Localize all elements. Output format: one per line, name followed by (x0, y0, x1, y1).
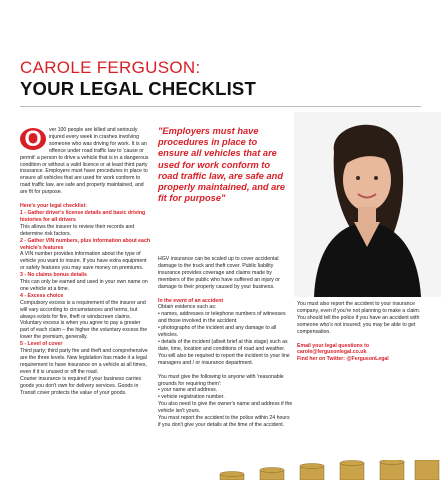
article-kicker: CAROLE FERGUSON: (20, 58, 201, 77)
accident-heading: In the event of an accident (158, 297, 224, 304)
contact-twitter: Find her on Twitter: @FergusonLegal (297, 356, 389, 363)
checklist-text-2: A VIN number provides information about the type of vehicle you want to insure. If you have extra equipment or safety features you may save money on premiums. (20, 251, 147, 272)
col3-paragraph-1: You must also report the accident to your insurance company, even if you're not planning to make a claim. (297, 301, 421, 314)
col2-bullet-4: • your name and address. (158, 387, 218, 394)
col2-paragraph-5: You also need to give the owner's name and address if the vehicle isn't yours. (158, 401, 293, 415)
contact-email: Email your legal questions to carole@fergusonlegal.co.uk (297, 342, 370, 356)
top-margin (0, 0, 441, 22)
col2-paragraph-6: You must report the accident to the police within 24 hours if you don't give your details at the time of the accident. (158, 415, 290, 428)
col3-paragraph-2: You should tell the police if you have an accident with someone who's not insured; you may be able to get compensation. (297, 314, 420, 335)
pull-quote: "Employers must have procedures in place to ensure all vehicles that are used for work conform to road traffic law, are safe and properly maintained, and are fit for purpose" (158, 126, 286, 204)
col2-bullet-3: • details of the incident (albeit brief at this stage) such as date, time, location and conditions of road and weather. (158, 338, 288, 352)
column-3 (297, 301, 425, 363)
column-2 (158, 256, 293, 429)
checklist-text-3: This can only be earned and used in your own name on one vehicle at a time. (20, 279, 148, 292)
col2-bullet-2: • photographs of the incident and any damage to all vehicles. (158, 325, 277, 339)
column-1 (20, 127, 150, 396)
article-title: YOUR LEGAL CHECKLIST (20, 78, 256, 99)
coin-stacks-image (200, 460, 441, 480)
checklist-heading-5: 5 - Level of cover (20, 341, 63, 348)
checklist-heading-1: 1 - Gather driver's license details and basic driving histories for all drivers (20, 209, 146, 223)
checklist-text-1: This allows the insurer to review their records and determine risk factors. (20, 223, 135, 237)
col2-bullet-1: • names, addresses or telephone numbers of witnesses and those involved in the accident. (158, 311, 286, 325)
intro-rest: It is an offence under road traffic law to 'cause or permit' a person to drive a vehicle that is in a dangerous condition or without a valid licence or at least third party insurance. Employers must have procedures in place to ensure all vehicles that are used for work conform to road traffic law, are safe and properly maintained, and are fit for purpose. (20, 140, 149, 196)
dropcap: O (20, 128, 46, 150)
checklist-text-6: Courier insurance is required if your business carries goods you don't own for delivery services. Goods in Transit cover protects the value of your goods. (20, 375, 142, 396)
author-photo (294, 112, 441, 297)
intro-first: ver 100 people are killed and seriously injured every week in crashes involving someone who was driving for work. (49, 127, 139, 147)
col2-paragraph-3: You will also be required to report the incident to your line managers and / or insurance department. (158, 352, 290, 366)
intro-paragraph (20, 127, 150, 196)
col2-paragraph-4: You must give the following to anyone with 'reasonable grounds for requiring them': (158, 373, 284, 387)
col2-bullet-5: • vehicle registration number. (158, 394, 225, 401)
checklist-text-4: Compulsory excess is a requirement of the insurer and will vary according to circumstances and terms, but always exists for fire, theft or windscreen claims. Voluntary excess is when you agree to pay a greater part of each claim – the higher the voluntary excess the lower the premium, generally. (20, 299, 148, 341)
checklist-heading-3: 3 - No claims bonus details (20, 272, 87, 279)
checklist-heading: Here's your legal checklist: (20, 203, 87, 210)
checklist-heading-4: 4 - Excess choice (20, 292, 64, 299)
portrait-image (294, 112, 441, 297)
col2-paragraph-2: Obtain evidence such as: (158, 304, 217, 311)
col2-paragraph-1: HGV insurance can be scaled up to cover accidental damage to the truck and theft cover. Public liability insurance provides coverage and claims made by members of the public who have suffered an injury or damage to their property caused by your business. (158, 256, 280, 290)
checklist-heading-2: 2 - Gather VIN numbers, plus information about each vehicle's features (20, 237, 150, 251)
title-divider (20, 106, 421, 107)
checklist-text-5: Third party; third party fire and theft and comprehensive are the three levels. New legislation has made it a legal requirement to have insurance on a vehicle at all times, even if it is unused or off the road. (20, 348, 148, 375)
